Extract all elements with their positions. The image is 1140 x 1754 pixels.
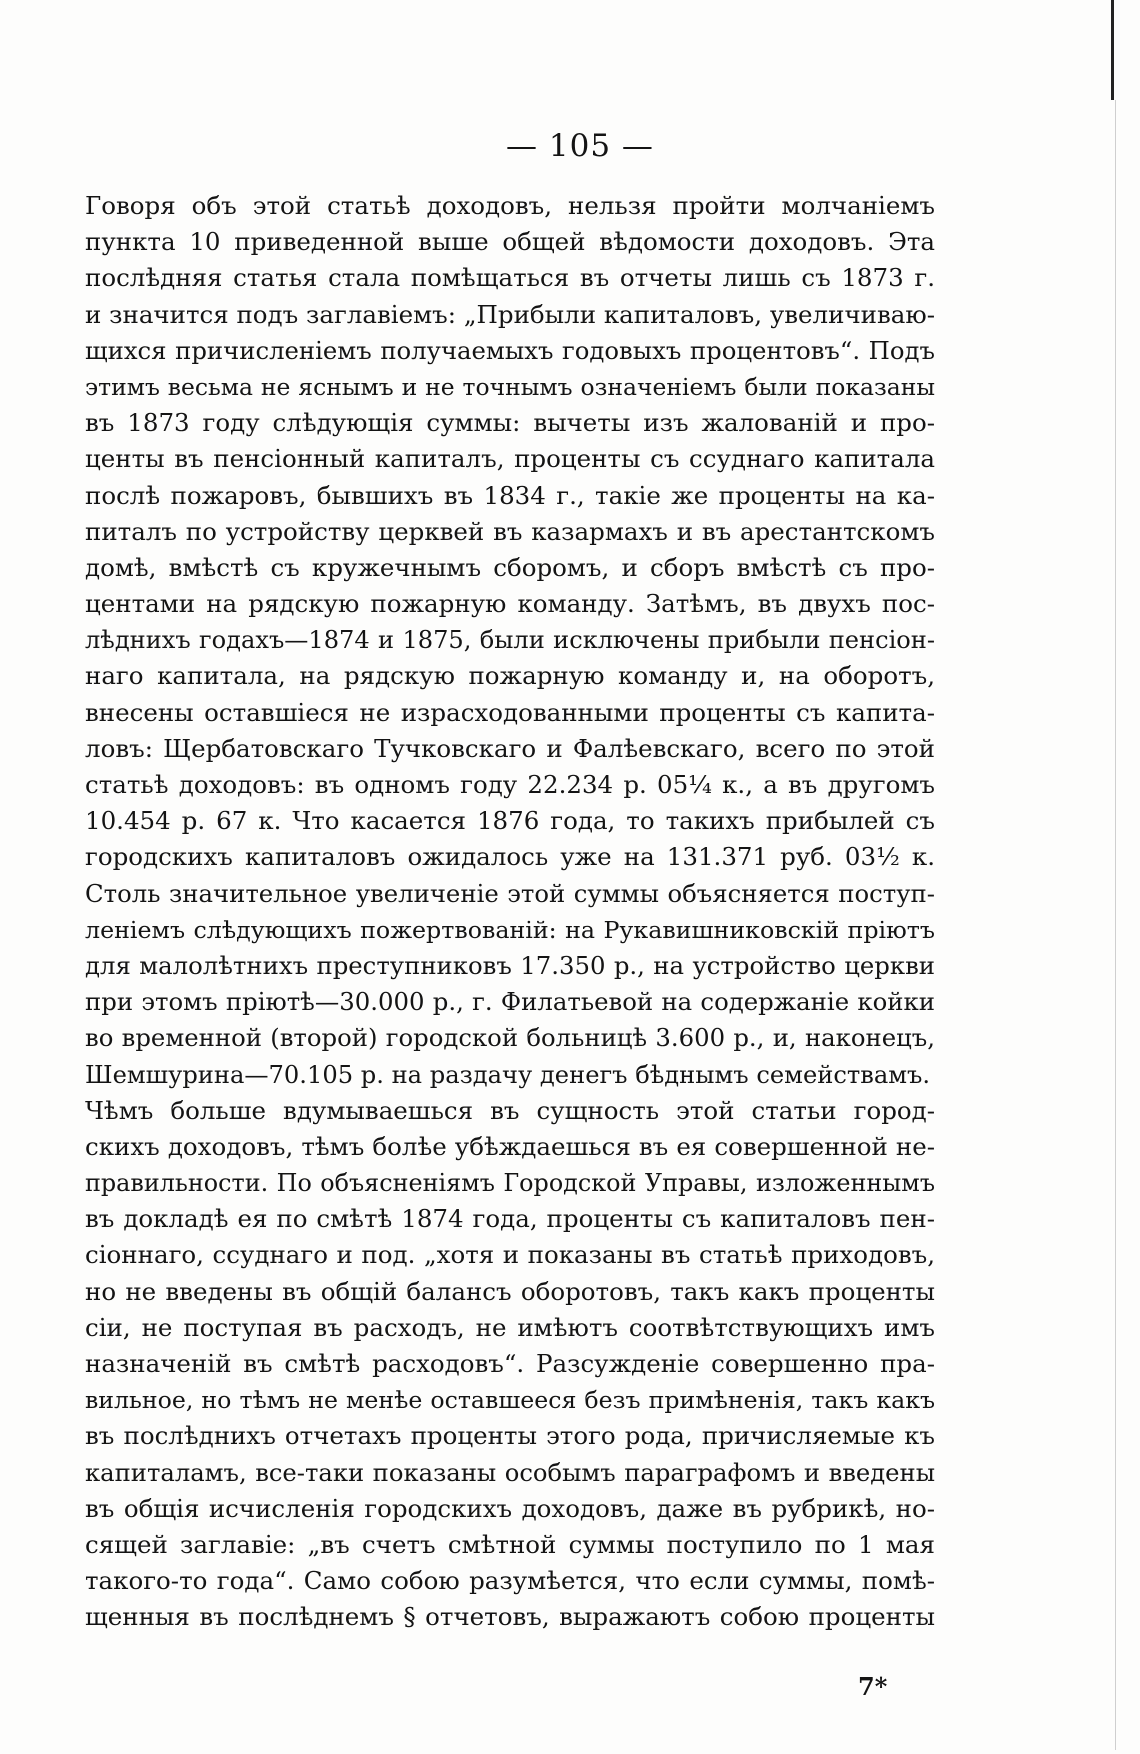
page-number: — 105 — [506, 128, 654, 164]
text-line: ловъ: Щербатовскаго Тучковскаго и Фалѣевскаго, всего по этой [85, 733, 935, 763]
text-line: щенныя въ послѣднемъ § отчетовъ, выражаютъ собою проценты [85, 1602, 935, 1632]
text-line: питалъ по устройству церквей въ казармахъ и въ арестантскомъ [85, 516, 935, 546]
text-line: въ послѣднихъ отчетахъ проценты этого рода, причисляемые къ [85, 1421, 935, 1451]
text-line: леніемъ слѣдующихъ пожертвованій: на Рукавишниковскій пріютъ [85, 915, 935, 944]
text-line: домѣ, вмѣстѣ съ кружечнымъ сборомъ, и сборъ вмѣстѣ съ про- [85, 552, 935, 582]
text-line: при этомъ пріютѣ—30.000 р., г. Филатьевой на содержаніе койки [85, 987, 935, 1017]
text-line: Столь значительное увеличеніе этой суммы объясняется поступ- [85, 878, 935, 908]
text-line: въ 1873 году слѣдующія суммы: вычеты изъ жалованій и про- [85, 408, 935, 438]
text-line: послѣ пожаровъ, бывшихъ въ 1834 г., такіе же проценты на ка- [85, 480, 935, 510]
text-line: наго капитала, на рядскую пожарную команду и, на оборотъ, [85, 661, 935, 691]
text-line: щихся причисленіемъ получаемыхъ годовыхъ процентовъ“. Подъ [85, 335, 935, 365]
text-line: въ докладѣ ея по смѣтѣ 1874 года, проценты съ капиталовъ пен- [85, 1204, 935, 1234]
text-line: послѣдняя статья стала помѣщаться въ отчеты лишь съ 1873 г. [85, 263, 935, 293]
text-line: городскихъ капиталовъ ожидалось уже на 131.371 руб. 03½ к. [85, 842, 935, 872]
text-line: во временной (второй) городской больницѣ 3.600 р., и, наконецъ, [85, 1023, 935, 1053]
text-line: вильное, но тѣмъ не менѣе оставшееся безъ примѣненія, такъ какъ [85, 1386, 935, 1415]
text-line: 10.454 р. 67 к. Что касается 1876 года, то такихъ прибылей съ [85, 806, 935, 836]
scan-edge-mark [1111, 0, 1114, 100]
text-line: назначеній въ смѣтѣ расходовъ“. Разсужденіе совершенно пра- [85, 1349, 935, 1378]
text-line: скихъ доходовъ, тѣмъ болѣе убѣждаешься въ ея совершенной не- [85, 1131, 935, 1161]
body-text [85, 188, 935, 1636]
scan-edge-line [1115, 100, 1116, 1750]
text-line: Чѣмъ больше вдумываешься въ сущность этой статьи город- [85, 1095, 935, 1125]
signature-mark: 7* [858, 1672, 888, 1701]
text-line: этимъ весьма не яснымъ и не точнымъ означеніемъ были показаны [85, 372, 935, 401]
text-line: Шемшурина—70.105 р. на раздачу денегъ бѣднымъ семействамъ. [85, 1060, 931, 1089]
text-line: въ общія исчисленія городскихъ доходовъ, даже въ рубрикѣ, но- [85, 1493, 935, 1523]
text-line: и значится подъ заглавіемъ: „Прибыли капиталовъ, увеличиваю- [85, 299, 935, 329]
text-line: центами на рядскую пожарную команду. Затѣмъ, въ двухъ пос- [85, 589, 935, 619]
text-line: капиталамъ, все-таки показаны особымъ параграфомъ и введены [85, 1457, 935, 1487]
paragraph-2 [85, 1093, 935, 1636]
text-line: Говоря объ этой статьѣ доходовъ, нельзя пройти молчаніемъ [85, 191, 935, 220]
text-line: пункта 10 приведенной выше общей вѣдомости доходовъ. Эта [85, 227, 935, 257]
text-line: сящей заглавіе: „въ счетъ смѣтной суммы поступило по 1 мая [85, 1529, 935, 1559]
text-line: статьѣ доходовъ: въ одномъ году 22.234 р. 05¼ к., а въ другомъ [85, 770, 935, 799]
text-line: такого-то года“. Само собою разумѣется, что если суммы, помѣ- [85, 1566, 935, 1596]
text-line: сіоннаго, ссуднаго и под. „хотя и показаны въ статьѣ приходовъ, [85, 1240, 935, 1270]
text-line: для малолѣтнихъ преступниковъ 17.350 р., на устройство церкви [85, 950, 935, 980]
text-line: правильности. По объясненіямъ Городской Управы, изложеннымъ [85, 1169, 935, 1198]
text-line: сіи, не поступая въ расходъ, не имѣютъ соотвѣтствующихъ имъ [85, 1312, 935, 1342]
text-line: лѣднихъ годахъ—1874 и 1875, были исключены прибыли пенсіон- [85, 626, 935, 655]
text-line: центы въ пенсіонный капиталъ, проценты съ ссуднаго капитала [85, 444, 935, 474]
paragraph-1 [85, 188, 935, 1093]
text-line: внесены оставшіеся не израсходованными проценты съ капита- [85, 697, 935, 727]
text-line: но не введены въ общій балансъ оборотовъ, такъ какъ проценты [85, 1276, 935, 1306]
